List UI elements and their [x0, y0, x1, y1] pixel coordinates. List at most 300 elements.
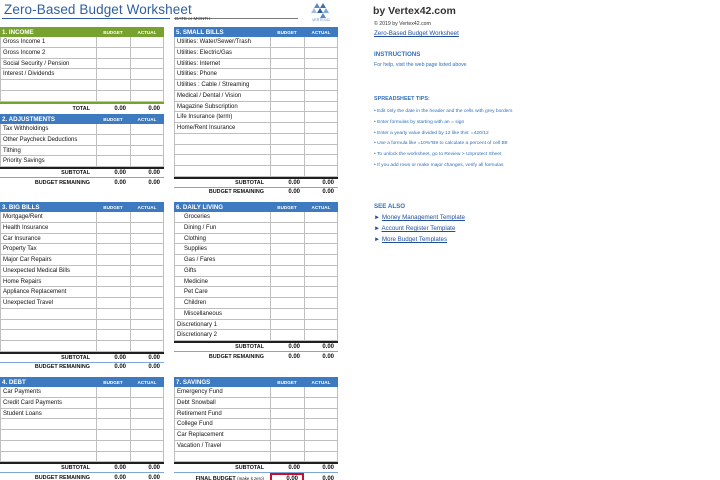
budget-cell[interactable]: [270, 102, 304, 112]
table-row: [0, 255, 164, 266]
row-label[interactable]: Student Loans: [0, 409, 96, 419]
row-label[interactable]: [174, 134, 270, 144]
actual-cell[interactable]: [130, 80, 164, 90]
budget-cell[interactable]: [96, 80, 130, 90]
actual-cell[interactable]: [304, 255, 338, 265]
budget-cell[interactable]: [96, 287, 130, 297]
table-row: [174, 59, 338, 70]
table-row: [0, 223, 164, 234]
actual-cell[interactable]: [130, 37, 164, 47]
title-underline: [2, 18, 170, 19]
budget-cell[interactable]: [96, 320, 130, 330]
row-label[interactable]: Medicine: [174, 277, 270, 287]
row-label[interactable]: [0, 80, 96, 90]
row-label[interactable]: Car Payments: [0, 387, 96, 397]
row-label[interactable]: [0, 330, 96, 340]
row-label[interactable]: [0, 309, 96, 319]
budget-cell[interactable]: [96, 244, 130, 254]
row-label[interactable]: [0, 452, 96, 462]
page-title: Zero-Based Budget Worksheet: [4, 2, 192, 17]
budget-cell[interactable]: [270, 145, 304, 155]
row-label[interactable]: Major Car Repairs: [0, 255, 96, 265]
money-management-link[interactable]: ► Money Management Template: [374, 214, 465, 221]
budget-cell[interactable]: [270, 287, 304, 297]
remaining-row: [174, 351, 338, 361]
subtotal-label: SUBTOTAL: [61, 465, 90, 472]
actual-cell[interactable]: [304, 80, 338, 90]
remaining-actual: 0.00: [148, 364, 160, 371]
budget-cell[interactable]: [270, 441, 304, 451]
actual-cell[interactable]: [304, 330, 338, 340]
budget-cell[interactable]: [96, 277, 130, 287]
table-row: [174, 244, 338, 255]
date-label: DATE or MONTH: [175, 16, 211, 21]
actual-cell[interactable]: [304, 387, 338, 397]
final-note: (make it zero): [237, 475, 264, 480]
table-row: [0, 387, 164, 398]
more-templates-link[interactable]: ► More Budget Templates: [374, 236, 448, 243]
budget-cell[interactable]: [270, 48, 304, 58]
budget-cell[interactable]: [270, 266, 304, 276]
actual-cell[interactable]: [130, 387, 164, 397]
row-label[interactable]: Groceries: [174, 212, 270, 222]
row-label[interactable]: [0, 320, 96, 330]
row-label[interactable]: Car Insurance: [0, 234, 96, 244]
row-label[interactable]: Supplies: [174, 244, 270, 254]
remaining-actual: 0.00: [322, 353, 334, 360]
budget-cell[interactable]: [270, 166, 304, 176]
table-row: [174, 452, 338, 463]
actual-cell[interactable]: [130, 287, 164, 297]
actual-cell[interactable]: [130, 266, 164, 276]
see-also-heading: SEE ALSO: [374, 203, 406, 210]
actual-cell[interactable]: [304, 37, 338, 47]
remaining-budget: 0.00: [114, 364, 126, 371]
budget-cell[interactable]: [96, 37, 130, 47]
actual-cell[interactable]: [130, 441, 164, 451]
brand-heading: by Vertex42.com: [373, 5, 456, 17]
budget-cell[interactable]: [96, 452, 130, 462]
table-row: [0, 91, 164, 102]
row-label[interactable]: Health Insurance: [0, 223, 96, 233]
tip-item: • To unlock the worksheet, go to Review > Unprotect Sheet: [374, 152, 502, 158]
row-label[interactable]: Car Replacement: [174, 430, 270, 440]
section-header: [174, 202, 338, 212]
row-label[interactable]: Unexpected Medical Bills: [0, 266, 96, 276]
table-row: [0, 48, 164, 59]
section-title: 4. DEBT: [2, 378, 26, 386]
worksheet-link[interactable]: Zero-Based Budget Worksheet: [374, 30, 459, 37]
budget-cell[interactable]: [270, 419, 304, 429]
row-label[interactable]: Other Paycheck Deductions: [0, 135, 96, 145]
actual-cell[interactable]: [304, 48, 338, 58]
budget-cell[interactable]: [270, 430, 304, 440]
row-label[interactable]: Utilities: Water/Sewer/Trash: [174, 37, 270, 47]
row-label[interactable]: Children: [174, 298, 270, 308]
actual-cell[interactable]: [304, 266, 338, 276]
row-label[interactable]: Mortgage/Rent: [0, 212, 96, 222]
budget-cell[interactable]: [270, 212, 304, 222]
table-row: [174, 102, 338, 113]
budget-cell[interactable]: [270, 409, 304, 419]
table-row: [174, 69, 338, 80]
row-label[interactable]: Miscellaneous: [174, 309, 270, 319]
budget-col-header: BUDGET: [103, 379, 123, 385]
row-label[interactable]: Utilities: Electric/Gas: [174, 48, 270, 58]
budget-cell[interactable]: [270, 69, 304, 79]
table-row: [174, 298, 338, 309]
row-label[interactable]: [0, 341, 96, 351]
table-row: [174, 91, 338, 102]
table-row: [0, 298, 164, 309]
row-label[interactable]: [174, 166, 270, 176]
row-label[interactable]: Social Security / Pension: [0, 59, 96, 69]
subtotal-label: SUBTOTAL: [235, 344, 264, 350]
subtotal-label: SUBTOTAL: [61, 170, 90, 176]
section-big-bills: [0, 202, 164, 372]
actual-cell[interactable]: [130, 298, 164, 308]
row-label[interactable]: Property Tax: [0, 244, 96, 254]
table-row: [0, 452, 164, 463]
budget-cell[interactable]: [270, 320, 304, 330]
subtotal-label: SUBTOTAL: [61, 354, 90, 361]
budget-col-header: BUDGET: [103, 29, 123, 35]
actual-cell[interactable]: [130, 341, 164, 351]
table-row: [0, 124, 164, 135]
row-label[interactable]: Credit Card Payments: [0, 398, 96, 408]
row-label[interactable]: Pet Care: [174, 287, 270, 297]
section-daily-living: [174, 202, 338, 361]
arrow-right-icon: ►: [374, 236, 381, 243]
budget-cell[interactable]: [270, 112, 304, 122]
actual-col-header: ACTUAL: [137, 116, 157, 122]
row-label[interactable]: Utilities: Internet: [174, 59, 270, 69]
budget-cell[interactable]: [96, 409, 130, 419]
table-row: [0, 409, 164, 420]
subtotal-row: [174, 341, 338, 351]
section-savings: [174, 377, 338, 480]
row-label[interactable]: [0, 91, 96, 101]
actual-cell[interactable]: [304, 145, 338, 155]
budget-cell[interactable]: [96, 255, 130, 265]
budget-cell[interactable]: [270, 309, 304, 319]
actual-cell[interactable]: [304, 320, 338, 330]
actual-cell[interactable]: [130, 330, 164, 340]
row-label[interactable]: [0, 419, 96, 429]
budget-cell[interactable]: [96, 69, 130, 79]
table-row: [0, 146, 164, 157]
remaining-budget: 0.00: [288, 189, 300, 196]
subtotal-budget: 0.00: [114, 354, 126, 361]
table-row: [0, 398, 164, 409]
budget-cell[interactable]: [96, 124, 130, 134]
tip-item: • Enter formulas by starting with an = sign: [374, 119, 465, 125]
row-label[interactable]: Tithing: [0, 146, 96, 156]
actual-cell[interactable]: [304, 212, 338, 222]
budget-cell[interactable]: [96, 298, 130, 308]
section-header: [174, 377, 338, 387]
budget-cell[interactable]: [96, 341, 130, 351]
table-row: [0, 234, 164, 245]
row-label[interactable]: Emergency Fund: [174, 387, 270, 397]
budget-cell[interactable]: [270, 255, 304, 265]
budget-cell[interactable]: [270, 277, 304, 287]
budget-cell[interactable]: [96, 398, 130, 408]
actual-cell[interactable]: [304, 134, 338, 144]
budget-cell[interactable]: [96, 91, 130, 101]
actual-cell[interactable]: [130, 48, 164, 58]
budget-cell[interactable]: [270, 298, 304, 308]
table-row: [174, 309, 338, 320]
row-label[interactable]: [174, 155, 270, 165]
table-row: [174, 287, 338, 298]
row-label[interactable]: Discretionary 1: [174, 320, 270, 330]
logo-text: VERTEX42: [312, 18, 330, 22]
row-label[interactable]: Appliance Replacement: [0, 287, 96, 297]
row-label[interactable]: Dining / Fun: [174, 223, 270, 233]
actual-cell[interactable]: [304, 234, 338, 244]
table-row: [174, 234, 338, 245]
table-row: [0, 156, 164, 167]
budget-cell[interactable]: [96, 309, 130, 319]
row-label[interactable]: Utilities : Cable / Streaming: [174, 80, 270, 90]
actual-cell[interactable]: [304, 298, 338, 308]
table-row: [0, 135, 164, 146]
table-row: [174, 223, 338, 234]
actual-cell[interactable]: [304, 409, 338, 419]
budget-cell[interactable]: [96, 419, 130, 429]
budget-cell[interactable]: [270, 155, 304, 165]
budget-cell[interactable]: [96, 146, 130, 156]
actual-cell[interactable]: [304, 452, 338, 462]
actual-cell[interactable]: [304, 419, 338, 429]
section-income: [0, 27, 164, 114]
actual-cell[interactable]: [130, 91, 164, 101]
table-row: [174, 320, 338, 331]
section-header: [0, 202, 164, 212]
row-label[interactable]: Gifts: [174, 266, 270, 276]
budget-cell[interactable]: [270, 387, 304, 397]
budget-cell[interactable]: [270, 59, 304, 69]
actual-col-header: ACTUAL: [311, 379, 331, 385]
table-row: [174, 155, 338, 166]
budget-cell[interactable]: [270, 223, 304, 233]
budget-cell[interactable]: [96, 223, 130, 233]
subtotal-label: SUBTOTAL: [235, 465, 264, 472]
actual-cell[interactable]: [304, 155, 338, 165]
final-budget-row: [174, 472, 338, 480]
remaining-row: [0, 472, 164, 480]
actual-cell[interactable]: [130, 124, 164, 134]
row-label[interactable]: Vacation / Travel: [174, 441, 270, 451]
actual-cell[interactable]: [130, 419, 164, 429]
copyright-text: © 2019 by Vertex42.com: [374, 21, 431, 27]
row-label[interactable]: College Fund: [174, 419, 270, 429]
actual-cell[interactable]: [130, 277, 164, 287]
row-label[interactable]: Medical / Dental / Vision: [174, 91, 270, 101]
row-label[interactable]: Clothing: [174, 234, 270, 244]
actual-cell[interactable]: [130, 309, 164, 319]
actual-cell[interactable]: [304, 91, 338, 101]
remaining-budget: 0.00: [288, 353, 300, 360]
budget-cell[interactable]: [270, 37, 304, 47]
budget-cell[interactable]: [270, 244, 304, 254]
budget-cell[interactable]: [96, 441, 130, 451]
account-register-link[interactable]: ► Account Register Template: [374, 225, 456, 232]
actual-cell[interactable]: [304, 441, 338, 451]
section-title: 1. INCOME: [2, 28, 34, 36]
remaining-label: BUDGET REMAINING: [208, 189, 264, 196]
row-label[interactable]: Utilities: Phone: [174, 69, 270, 79]
table-row: [0, 419, 164, 430]
actual-cell[interactable]: [130, 409, 164, 419]
row-label[interactable]: Magazine Subscription: [174, 102, 270, 112]
row-label[interactable]: Home Repairs: [0, 277, 96, 287]
tips-heading: SPREADSHEET TIPS:: [374, 96, 430, 102]
row-label[interactable]: [0, 430, 96, 440]
budget-cell[interactable]: [270, 398, 304, 408]
actual-cell[interactable]: [304, 223, 338, 233]
row-label[interactable]: [174, 145, 270, 155]
budget-cell[interactable]: [96, 330, 130, 340]
subtotal-row: [0, 462, 164, 472]
subtotal-actual: 0.00: [322, 179, 334, 186]
actual-cell[interactable]: [304, 398, 338, 408]
budget-cell[interactable]: [270, 330, 304, 340]
table-row: [0, 430, 164, 441]
subtotal-row: [0, 167, 164, 177]
row-label[interactable]: Gross Income 1: [0, 37, 96, 47]
actual-cell[interactable]: [304, 287, 338, 297]
actual-cell[interactable]: [130, 146, 164, 156]
budget-cell[interactable]: [96, 430, 130, 440]
budget-cell[interactable]: [270, 134, 304, 144]
actual-cell[interactable]: [130, 135, 164, 145]
actual-cell[interactable]: [130, 59, 164, 69]
actual-cell[interactable]: [130, 244, 164, 254]
table-row: [174, 123, 338, 134]
row-label[interactable]: Life Insurance (term): [174, 112, 270, 122]
actual-cell[interactable]: [304, 69, 338, 79]
budget-cell[interactable]: [96, 156, 130, 166]
actual-col-header: ACTUAL: [311, 29, 331, 35]
actual-cell[interactable]: [130, 223, 164, 233]
table-row: [174, 277, 338, 288]
actual-cell[interactable]: [304, 277, 338, 287]
table-row: [174, 145, 338, 156]
total-actual: 0.00: [148, 105, 160, 112]
subtotal-budget: 0.00: [114, 170, 126, 176]
actual-cell[interactable]: [304, 112, 338, 122]
table-row: [174, 112, 338, 123]
row-label[interactable]: Gross Income 2: [0, 48, 96, 58]
subtotal-label: SUBTOTAL: [235, 179, 264, 186]
row-label[interactable]: Tax Withholdings: [0, 124, 96, 134]
actual-cell[interactable]: [130, 320, 164, 330]
budget-col-header: BUDGET: [103, 116, 123, 122]
section-title: 6. DAILY LIVING: [176, 203, 224, 211]
budget-cell[interactable]: [96, 59, 130, 69]
actual-cell[interactable]: [130, 156, 164, 166]
subtotal-actual: 0.00: [148, 465, 160, 472]
actual-col-header: ACTUAL: [137, 204, 157, 210]
row-label[interactable]: [174, 452, 270, 462]
table-row: [0, 320, 164, 331]
actual-cell[interactable]: [304, 102, 338, 112]
subtotal-actual: 0.00: [322, 344, 334, 350]
actual-cell[interactable]: [304, 244, 338, 254]
subtotal-actual: 0.00: [148, 170, 160, 176]
section-header: [0, 114, 164, 124]
table-row: [0, 59, 164, 70]
budget-cell[interactable]: [96, 387, 130, 397]
budget-cell[interactable]: [96, 48, 130, 58]
remaining-budget: 0.00: [114, 474, 126, 480]
budget-cell[interactable]: [270, 234, 304, 244]
section-debt: [0, 377, 164, 480]
actual-cell[interactable]: [304, 430, 338, 440]
row-label[interactable]: Debt Snowball: [174, 398, 270, 408]
actual-cell[interactable]: [304, 123, 338, 133]
table-row: [0, 330, 164, 341]
total-budget: 0.00: [114, 105, 126, 112]
budget-cell[interactable]: [270, 91, 304, 101]
remaining-row: [174, 187, 338, 197]
table-row: [174, 409, 338, 420]
tip-item: • Enter a yearly value divided by 12 like this: =420/12: [374, 130, 489, 136]
actual-cell[interactable]: [130, 398, 164, 408]
section-header: [174, 27, 338, 37]
row-label[interactable]: Retirement Fund: [174, 409, 270, 419]
actual-cell[interactable]: [130, 430, 164, 440]
budget-cell[interactable]: [96, 212, 130, 222]
row-label[interactable]: Home/Rent Insurance: [174, 123, 270, 133]
budget-cell[interactable]: [96, 135, 130, 145]
budget-col-header: BUDGET: [103, 204, 123, 210]
budget-cell[interactable]: [270, 123, 304, 133]
actual-cell[interactable]: [130, 69, 164, 79]
row-label[interactable]: [0, 441, 96, 451]
row-label[interactable]: Interest / Dividends: [0, 69, 96, 79]
budget-cell[interactable]: [96, 234, 130, 244]
row-label[interactable]: Discretionary 2: [174, 330, 270, 340]
actual-cell[interactable]: [304, 166, 338, 176]
table-row: [174, 37, 338, 48]
row-label[interactable]: Unexpected Travel: [0, 298, 96, 308]
actual-cell[interactable]: [130, 212, 164, 222]
actual-cell[interactable]: [130, 234, 164, 244]
table-row: [0, 37, 164, 48]
remaining-label: BUDGET REMAINING: [34, 364, 90, 371]
section-title: 2. ADJUSTMENTS: [2, 115, 56, 123]
budget-cell[interactable]: [96, 266, 130, 276]
budget-cell[interactable]: [270, 452, 304, 462]
actual-cell[interactable]: [304, 309, 338, 319]
budget-cell[interactable]: [270, 80, 304, 90]
actual-cell[interactable]: [130, 452, 164, 462]
actual-col-header: ACTUAL: [137, 29, 157, 35]
subtotal-actual: 0.00: [322, 465, 334, 472]
final-budget-label: FINAL BUDGET (make it zero): [195, 475, 264, 480]
section-small-bills: [174, 27, 338, 197]
tips-list: [374, 107, 512, 172]
table-row: [0, 244, 164, 255]
actual-cell[interactable]: [304, 59, 338, 69]
final-actual-value: 0.00: [322, 475, 334, 480]
actual-cell[interactable]: [130, 255, 164, 265]
row-label[interactable]: Priority Savings: [0, 156, 96, 166]
row-label[interactable]: Gas / Fares: [174, 255, 270, 265]
